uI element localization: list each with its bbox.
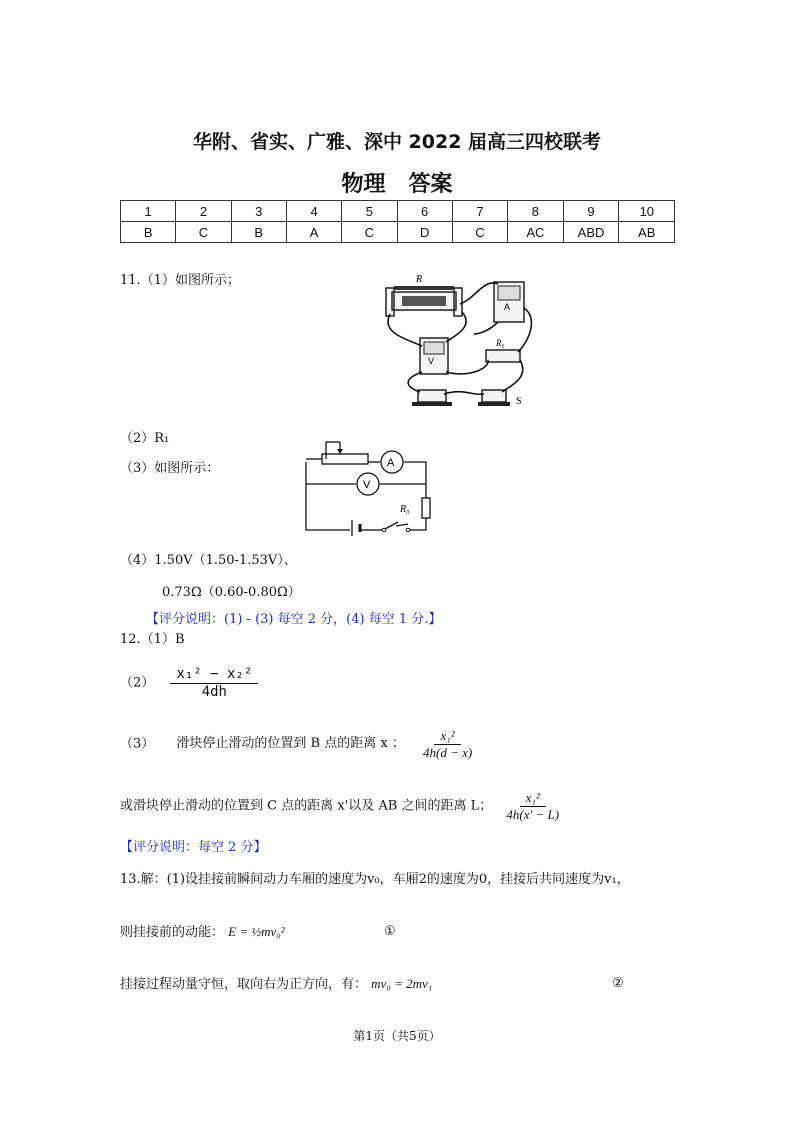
table-cell: 7 (452, 201, 507, 222)
q12-part4-text: 或滑块停止滑动的位置到 C 点的距离 x'以及 AB 之间的距离 L； (120, 798, 493, 814)
table-cell: 5 (342, 201, 397, 222)
label-r: R (416, 274, 423, 285)
q11-scoring-note: 【评分说明：(1) - (3) 每空 2 分，(4) 每空 1 分.】 (146, 612, 442, 627)
q11-part4a: （4）1.50V（1.50-1.53V）、 (120, 553, 297, 568)
label-r0: R₀ (496, 338, 505, 348)
table-cell: D (397, 222, 452, 243)
table-cell: AB (619, 222, 675, 243)
page-footer: 第1页（共5页） (353, 1029, 441, 1043)
circuit-schematic-diagram (298, 440, 438, 536)
table-cell: 3 (231, 201, 286, 222)
table-cell: 8 (508, 201, 564, 222)
table-cell: A (286, 222, 341, 243)
q13-part2-text: 则挂接前的动能： (120, 925, 225, 940)
table-cell: 9 (563, 201, 619, 222)
fraction-denominator: 4h(d − x) (422, 744, 473, 760)
answer-table (120, 200, 675, 243)
q12-part2-fraction (170, 666, 258, 701)
table-cell: 1 (121, 201, 176, 222)
table-cell: C (452, 222, 507, 243)
label-s: S (516, 396, 522, 407)
page-title: 华附、省实、广雅、深中 2022 届高三四校联考 (192, 131, 602, 153)
schematic-label-v: V (363, 479, 371, 491)
q13-part3 (120, 976, 432, 993)
fraction-numerator: x₁² (434, 728, 460, 745)
table-cell: C (342, 222, 397, 243)
q11-part1: 11.（1）如图所示； (120, 273, 240, 288)
q12-part4 (120, 790, 565, 822)
q11-part4b: 0.73Ω（0.60-0.80Ω） (162, 585, 301, 600)
equation-marker-2: ② (612, 976, 624, 991)
q11-part3: （3）如图所示： (120, 461, 220, 476)
label-v: V (428, 356, 435, 366)
page-subtitle: 物理 答案 (341, 172, 453, 197)
q13-part3-equation: mv₀ = 2mv₁ (371, 976, 433, 991)
q12-part3-label: （3） (120, 736, 155, 752)
fraction-numerator: x₁² (520, 790, 546, 807)
q12-part3-fraction (417, 728, 478, 760)
q12-scoring-note: 【评分说明：每空 2 分】 (120, 840, 267, 855)
table-cell: B (231, 222, 286, 243)
fraction-denominator: 4h(x' − L) (506, 806, 560, 822)
q12-part2-label: （2） (120, 675, 155, 691)
label-a: A (504, 302, 511, 312)
q12-part3-text: 滑块停止滑动的位置到 B 点的距离 x ； (176, 736, 405, 752)
fraction-numerator: x₁² − x₂² (170, 666, 258, 684)
q12-part3 (120, 728, 478, 760)
table-cell: 2 (176, 201, 231, 222)
q12-part2 (120, 666, 258, 701)
schematic-label-a: A (387, 457, 395, 469)
circuit-photo-diagram (380, 268, 540, 414)
q11-part2: （2）R₁ (120, 431, 170, 446)
table-cell: B (121, 222, 176, 243)
q12-part4-fraction (500, 790, 565, 822)
table-cell: C (176, 222, 231, 243)
q13-part2-equation: E = ½mv₀² (228, 924, 285, 939)
table-cell: 10 (619, 201, 675, 222)
fraction-denominator: 4dh (201, 683, 227, 700)
q12-part1: 12.（1）B (120, 632, 185, 647)
q13-part1: 13.解：(1)设挂接前瞬间动力车厢的速度为v₀，车厢2的速度为0，挂接后共同速度为v₁， (120, 872, 630, 887)
table-cell: 4 (286, 201, 341, 222)
q13-part2 (120, 924, 285, 941)
equation-marker-1: ① (384, 924, 396, 939)
q13-part3-text: 挂接过程动量守恒，取向右为正方向，有： (120, 977, 368, 992)
schematic-label-r0: R₀ (400, 504, 410, 515)
table-row-numbers (121, 201, 675, 222)
table-cell: ABD (563, 222, 619, 243)
table-cell: 6 (397, 201, 452, 222)
table-cell: AC (508, 222, 564, 243)
table-row-answers (121, 222, 675, 243)
